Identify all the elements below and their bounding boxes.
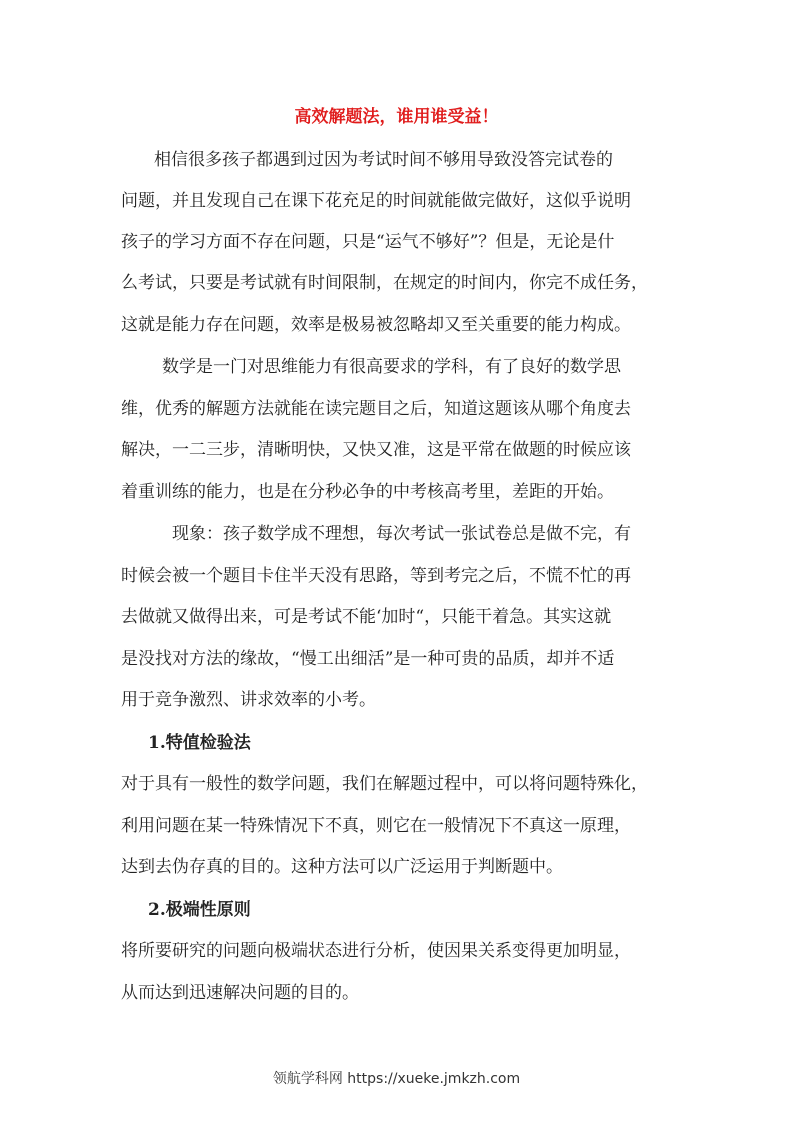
- paragraph-1-line: 相信很多孩子都遇到过因为考试时间不够用导致没答完试卷的: [154, 150, 613, 170]
- paragraph-2-line: 解决，一二三步，清晰明快，又快又准，这是平常在做题的时候应该: [121, 440, 631, 460]
- section-2-line: 将所要研究的问题向极端状态进行分析，使因果关系变得更加明显，: [121, 941, 631, 961]
- section-1-line: 利用问题在某一特殊情况下不真，则它在一般情况下不真这一原理，: [121, 816, 631, 836]
- section-2-line: 从而达到迅速解决问题的目的。: [121, 983, 359, 1003]
- paragraph-3-line: 是没找对方法的缘故，“慢工出细活”是一种可贵的品质，却并不适: [121, 649, 615, 669]
- paragraph-2-line: 数学是一门对思维能力有很高要求的学科，有了良好的数学思: [162, 357, 621, 377]
- document-title: 高效解题法，谁用谁受益！: [294, 107, 499, 127]
- section-1-line: 对于具有一般性的数学问题，我们在解题过程中，可以将问题特殊化，: [121, 774, 648, 794]
- paragraph-3-line: 去做就又做得出来，可是考试不能‘加时“，只能干着急。其实这就: [121, 607, 612, 627]
- paragraph-3-line: 用于竞争激烈、讲求效率的小考。: [121, 690, 376, 710]
- paragraph-2-line: 维，优秀的解题方法就能在读完题目之后，知道这题该从哪个角度去: [121, 399, 631, 419]
- paragraph-3-line: 现象：孩子数学成不理想，每次考试一张试卷总是做不完，有: [172, 524, 631, 544]
- paragraph-1-line: 么考试，只要是考试就有时间限制，在规定的时间内，你完不成任务，: [121, 273, 648, 293]
- paragraph-3-line: 时候会被一个题目卡住半天没有思路，等到考完之后，不慌不忙的再: [121, 566, 631, 586]
- paragraph-2-line: 着重训练的能力，也是在分秒必争的中考核高考里，差距的开始。: [121, 482, 614, 502]
- page-footer: 领航学科网 https://xueke.jmkzh.com: [272, 1071, 521, 1087]
- section-2-heading: 2.极端性原则: [148, 900, 251, 920]
- paragraph-1-line: 这就是能力存在问题，效率是极易被忽略却又至关重要的能力构成。: [121, 315, 631, 335]
- section-1-heading: 1.特值检验法: [148, 733, 251, 753]
- paragraph-1-line: 问题，并且发现自己在课下花充足的时间就能做完做好，这似乎说明: [121, 191, 631, 211]
- section-1-line: 达到去伪存真的目的。这种方法可以广泛运用于判断题中。: [121, 857, 563, 877]
- paragraph-1-line: 孩子的学习方面不存在问题，只是“运气不够好”？但是，无论是什: [121, 232, 615, 252]
